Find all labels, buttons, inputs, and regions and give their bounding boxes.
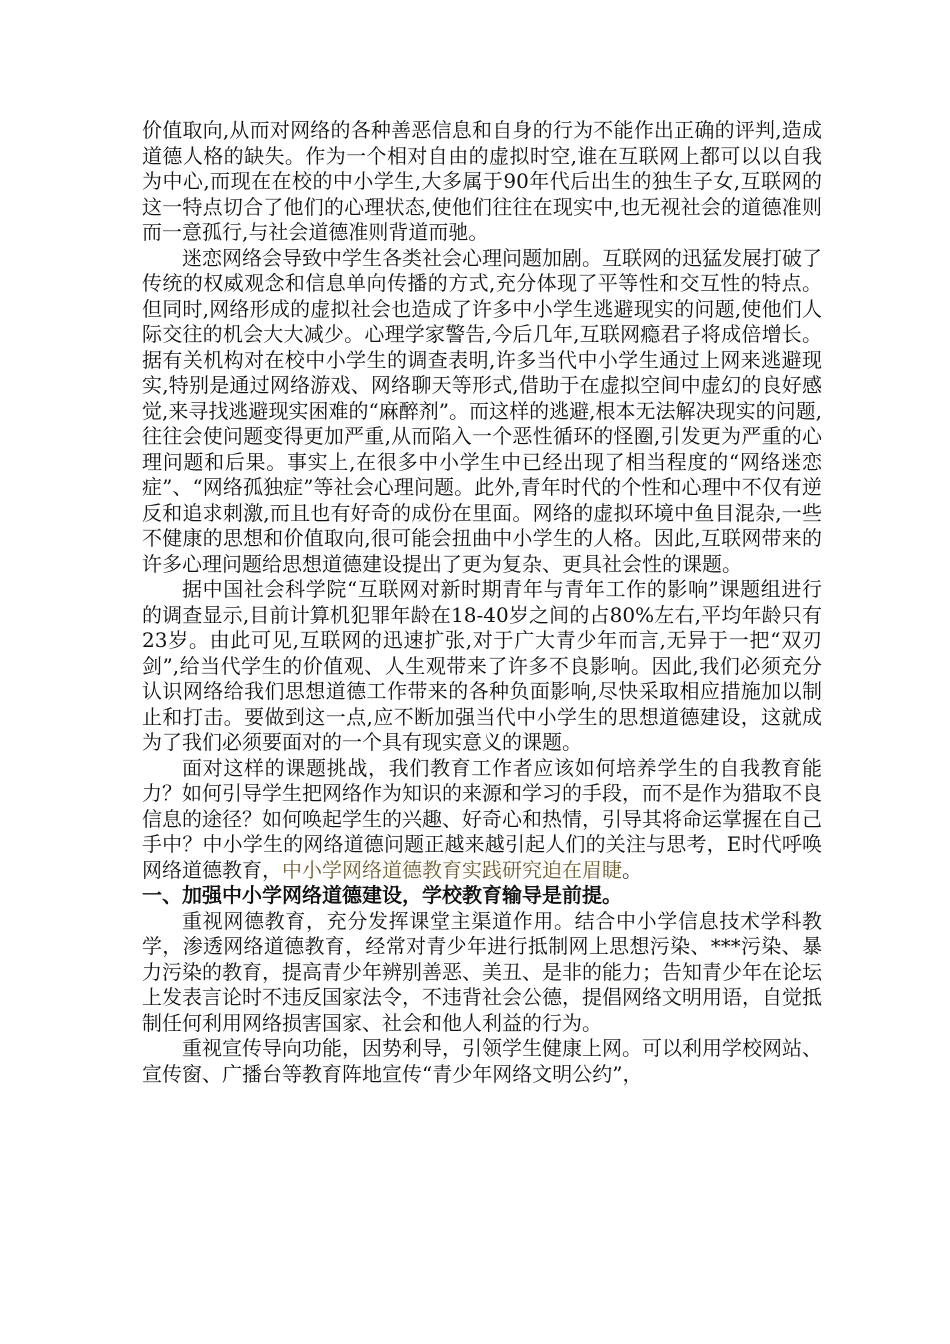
paragraph-moral-education: 重视网德教育，充分发挥课堂主渠道作用。结合中小学信息技术学科教学，渗透网络道德教育，经常对青少年进行抵制网上思想污染、***污染、暴力污染的教育，提高青少年辨别善恶、美丑、是非的能力；告知青少年在论坛上发表言论时不违反国家法令，不违背社会公德，提倡网络文明用语，自觉抵制任何利用网络损害国家、社会和他人利益的行为。: [142, 908, 822, 1035]
section-heading: 一、加强中小学网络道德建设，学校教育输导是前提。: [142, 883, 622, 907]
document-body: [142, 118, 822, 1087]
research-link[interactable]: 中小学网络道德教育实践研究迫在眉睫: [282, 857, 622, 882]
challenge-end: 。: [622, 857, 642, 882]
paragraph-cass-survey: 据中国社会科学院“互联网对新时期青年与青年工作的影响”课题组进行的调查显示,目前计算机犯罪年龄在18-40岁之间的占80%左右,平均年龄只有23岁。由此可见,互联网的迅速扩张,对于广大青少年而言,无异于一把“双刃剑”,给当代学生的价值观、人生观带来了许多不良影响。因此,我们必须充分认识网络给我们思想道德工作带来的各种负面影响,尽快采取相应措施加以制止和打击。要做到这一点,应不断加强当代中小学生的思想道德建设，这就成为了我们必须要面对的一个具有现实意义的课题。: [142, 577, 822, 754]
paragraph-publicity: 重视宣传导向功能，因势利导，引领学生健康上网。可以利用学校网站、宣传窗、广播台等教育阵地宣传“青少年网络文明公约”，: [142, 1036, 822, 1086]
paragraph-value-orientation: 价值取向,从而对网络的各种善恶信息和自身的行为不能作出正确的评判,造成道德人格的缺失。作为一个相对自由的虚拟时空,谁在互联网上都可以以自我为中心,而现在在校的中小学生,大多属于90年代后出生的独生子女,互联网的这一特点切合了他们的心理状态,使他们往往在现实中,也无视社会的道德准则而一意孤行,与社会道德准则背道而驰。: [142, 118, 822, 244]
paragraph-psychology-problems: 迷恋网络会导致中学生各类社会心理问题加剧。互联网的迅猛发展打破了传统的权威观念和信息单向传播的方式,充分体现了平等性和交互性的特点。但同时,网络形成的虚拟社会也造成了许多中小学生逃避现实的问题,使他们人际交往的机会大大减少。心理学家警告,今后几年,互联网瘾君子将成倍增长。据有关机构对在校中小学生的调查表明,许多当代中小学生通过上网来逃避现实,特别是通过网络游戏、网络聊天等形式,借助于在虚拟空间中虚幻的良好感觉,来寻找逃避现实困难的“麻醉剂”。而这样的逃避,根本无法解决现实的问题,往往会使问题变得更加严重,从而陷入一个恶性循环的怪圈,引发更为严重的心理问题和后果。事实上,在很多中小学生中已经出现了相当程度的“网络迷恋症”、“网络孤独症”等社会心理问题。此外,青年时代的个性和心理中不仅有逆反和追求刺激,而且也有好奇的成份在里面。网络的虚拟环境中鱼目混杂,一些不健康的思想和价值取向,很可能会扭曲中小学生的人格。因此,互联网带来的许多心理问题给思想道德建设提出了更为复杂、更具社会性的课题。: [142, 245, 822, 576]
paragraph-challenge: [142, 756, 822, 884]
challenge-text: 面对这样的课题挑战，我们教育工作者应该如何培养学生的自我教育能力？如何引导学生把网络作为知识的来源和学习的手段，而不是作为猎取不良信息的途径？如何唤起学生的兴趣、好奇心和热情，引导其将命运掌握在自己手中？中小学生的网络道德问题正越来越引起人们的关注与思考，E时代呼唤网络道德教育，: [142, 755, 822, 882]
